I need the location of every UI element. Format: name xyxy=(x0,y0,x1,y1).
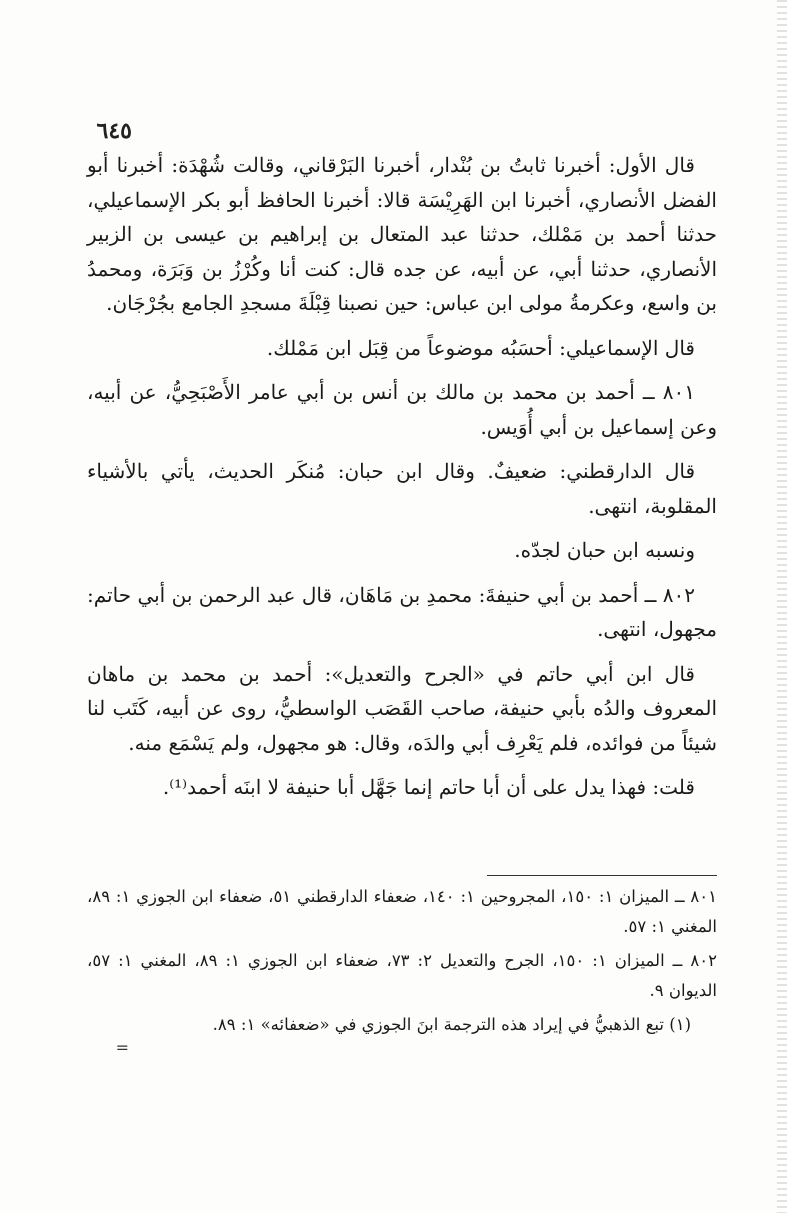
footnotes xyxy=(87,882,717,1044)
footnote-divider xyxy=(487,875,717,876)
page-binding-edge xyxy=(777,0,787,1213)
footnote-source-802: ٨٠٢ ــ الميزان ١: ١٥٠، الجرح والتعديل ٢: ٧٣، ضعفاء ابن الجوزي ١: ٨٩، المغني ١: ٥٧، الديوان ٩. xyxy=(87,951,717,1000)
paragraph-daraqutni-comment: قال الدارقطني: ضعيفٌ. وقال ابن حبان: مُنكَر الحديث، يأتي بالأشياء المقلوبة، انتهى. xyxy=(87,459,717,518)
main-text xyxy=(87,148,717,815)
continuation-mark: = xyxy=(115,1038,129,1057)
paragraph-ismaili-comment: قال الإسماعيلي: أحسَبُه موضوعاً من قِبَل ابن مَمْلك. xyxy=(266,335,695,360)
footnote-1: (١) تبع الذهبيُّ في إيراد هذه الترجمة ابنَ الجوزي في «ضعفائه» ١: ٨٩. xyxy=(212,1015,691,1034)
footnote-source-801: ٨٠١ ــ الميزان ١: ١٥٠، المجروحين ١: ١٤٠، ضعفاء الدارقطني ٥١، ضعفاء ابن الجوزي ١: ٨٩، المغني ١: ٥٧. xyxy=(87,887,717,936)
paragraph-ibn-hibban-note: ونسبه ابن حبان لجدّه. xyxy=(514,538,695,562)
page-number: ٦٤٥ xyxy=(96,118,132,144)
entry-802-heading: ٨٠٢ ــ أحمد بن أبي حنيفةَ: محمدِ بن مَاهَان، قال عبد الرحمن بن أبي حاتم: مجهول، انتهى. xyxy=(87,582,717,641)
paragraph-isnad: قال الأول: أخبرنا ثابتُ بن بُنْدار، أخبرنا البَرْقاني، وقالت شُهْدَة: أخبرنا أبو الفضل الأنصاري، أخبرنا ابن الهَرِيْسَة قالا: أخبرنا الحافظ أبو بكر الإسماعيلي، حدثنا أحمد بن مَمْلك، حدثنا عبد المتعال بن إبراهيم بن عيسى بن الزبير الأنصاري، حدثنا أبي، عن أبيه، عن جده قال: كنت أنا وكُرْزُ بن وَبَرَة، ومحمدُ بن واسع، وعكرمةُ مولى ابن عباس: حين نصبنا قِبْلَةَ مسجدِ الجامع بجُرْجَان. xyxy=(87,153,717,315)
paragraph-ibn-abi-hatim-quote: قال ابن أبي حاتم في «الجرح والتعديل»: أحمد بن محمد بن ماهان المعروف والدُه بأبي حنيفة، صاحب القَصَب الواسطيُّ، روى عن أبيه، كَتَب لنا شيئاً من فوائده، فلم يَعْرِف أبي والدَه، وقال: هو مجهول، ولم يَسْمَع منه. xyxy=(87,661,717,755)
entry-801-heading: ٨٠١ ــ أحمد بن محمد بن مالك بن أنس بن أبي عامر الأَصْبَحِيُّ، عن أبيه، وعن إسماعيل بن أبي أُوَيس. xyxy=(87,380,717,439)
paragraph-author-remark: قلت: فهذا يدل على أن أبا حاتم إنما جَهَّل أبا حنيفة لا ابنَه أحمد⁽¹⁾. xyxy=(162,775,695,799)
